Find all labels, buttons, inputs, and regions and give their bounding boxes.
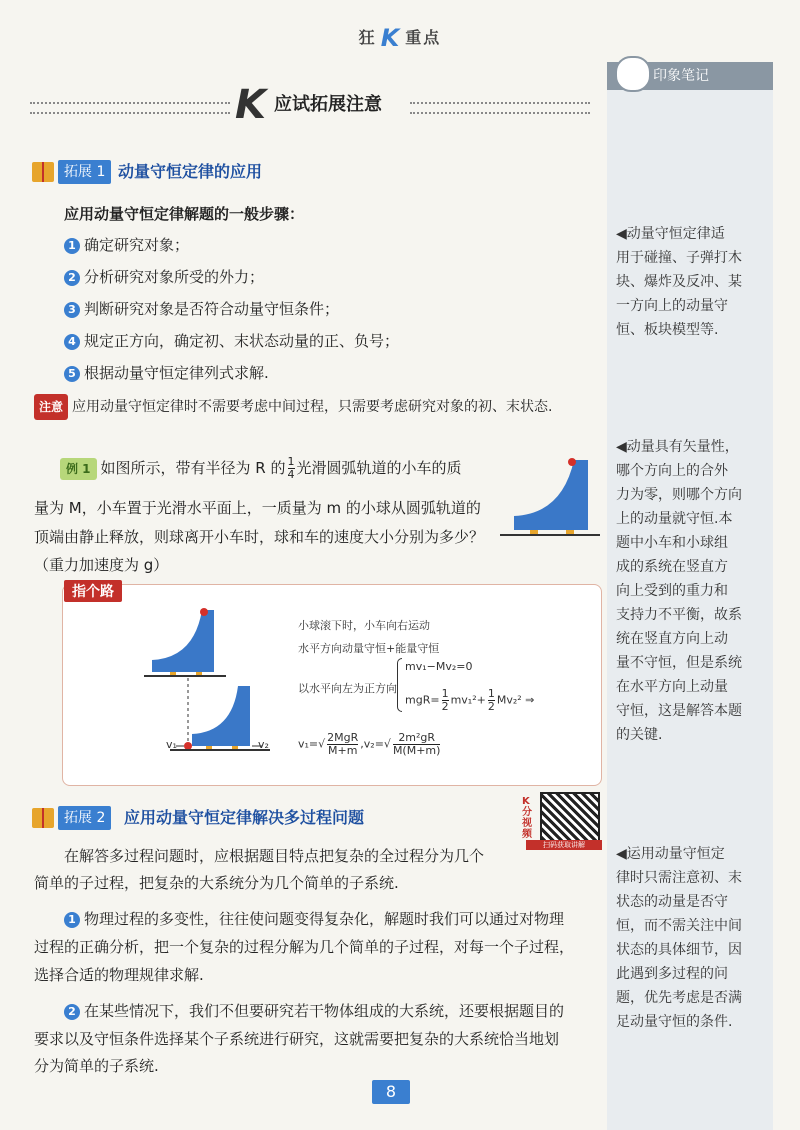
cart-body <box>192 686 250 746</box>
paragraph-line: 1 物理过程的多变性，往往使问题变得复杂化，解题时我们可以通过对物理 <box>64 908 564 930</box>
equation-brace <box>397 658 402 712</box>
page-number: 8 <box>372 1080 410 1104</box>
paragraph-line: 要求以及守恒条件选择某个子系统进行研究，这就需要把复杂的大系统恰当地划 <box>34 1030 560 1048</box>
wheel <box>566 530 574 534</box>
side-note-3: ◀运用动量守恒定 律时只需注意初、末 状态的动量是否守 恒，而不需关注中间 状态的具体细节，因 此遇到多过程的问 题，优先考虑是否满 足动量守恒的条件. <box>616 846 742 1030</box>
book-icon <box>32 808 54 828</box>
cart-body <box>152 610 214 672</box>
title-text: 应试拓展注意 <box>270 90 386 116</box>
step-item: 1 确定研究对象； <box>64 234 189 256</box>
sidebar-header: 印象笔记 <box>607 62 773 90</box>
title-divider-left <box>30 102 230 114</box>
video-qr-block[interactable] <box>522 792 602 850</box>
ball <box>184 742 192 750</box>
wheel <box>170 672 176 675</box>
step-item: 4 规定正方向，确定初、末状态动量的正、负号； <box>64 330 399 352</box>
paragraph-line: 选择合适的物理规律求解. <box>34 966 204 984</box>
book-icon <box>32 162 54 182</box>
wheel <box>196 672 202 675</box>
section-heading-2 <box>32 806 512 832</box>
cart-figure <box>500 452 600 546</box>
cart-body <box>514 460 588 530</box>
video-caption: 扫码获取讲解 <box>526 840 602 850</box>
wheel <box>232 746 238 749</box>
v2-label: v₂ <box>258 738 269 751</box>
step-item: 2 分析研究对象所受的外力； <box>64 266 264 288</box>
equation-1: mv₁−Mv₂=0 <box>405 660 473 673</box>
side-note-2: ◀动量具有矢量性， 哪个方向上的合外 力为零，则哪个方向 上的动量就守恒.本 题中小车和小球组 成的系统在竖直方 向上受到的重力和 支持力不平衡，故系 统在竖直方向上动 量不守恒，但是系统 在水平方向上动量 守恒，这是解答本题 的关键. <box>616 439 742 743</box>
guide-line: 小球滚下时，小车向右运动 <box>298 619 430 632</box>
section-tag: 拓展 1 <box>58 160 111 184</box>
guide-line: 以水平向左为正方向 <box>298 682 397 695</box>
example-line: （重力加速度为 g） <box>34 556 169 574</box>
ball <box>568 458 576 466</box>
paragraph-line: 过程的正确分析，把一个复杂的过程分解为几个简单的子过程，对每一个子过程， <box>34 938 575 956</box>
section-tag: 拓展 2 <box>58 806 111 830</box>
qr-code-icon <box>540 792 600 842</box>
title-k-logo: K <box>235 82 266 128</box>
note-badge: 注意 <box>34 394 68 420</box>
paragraph-line: 在解答多过程问题时，应根据题目特点把复杂的全过程分为几个 <box>64 847 485 865</box>
paragraph-line: 2 在某些情况下，我们不但要研究若干物体组成的大系统，还要根据题目的 <box>64 1000 564 1022</box>
example-line: 顶端由静止释放，则球离开小车时，球和车的速度大小分别为多少？ <box>34 528 485 546</box>
step-item: 5 根据动量守恒定律列式求解. <box>64 362 269 384</box>
title-divider-right <box>410 102 590 114</box>
ball <box>200 608 208 616</box>
video-label: K分视频 <box>522 796 532 840</box>
side-note-1: ◀动量守恒定律适 用于碰撞、子弹打木 块、爆炸及反冲、某 一方向上的动量守 恒、板块模型等. <box>616 226 742 338</box>
wheel <box>206 746 212 749</box>
step-item: 3 判断研究对象是否符合动量守恒条件； <box>64 298 339 320</box>
wheel <box>530 530 538 534</box>
example-line: 量为 M，小车置于光滑水平面上，一质量为 m 的小球从圆弧轨道的 <box>34 499 481 517</box>
section-heading-1 <box>32 160 592 186</box>
v1-label: v₁ <box>166 738 177 751</box>
example-line: 例 1 如图所示，带有半径为 R 的 $\frac{1}{4}$ 光滑圆弧轨道的小车的质 <box>60 456 500 481</box>
equation-2: mgR= $\frac{1}{2} mv_1^2+$ $\frac{1}{2} Mv_2^2$ ⇒ <box>405 687 535 713</box>
page-title <box>30 82 590 128</box>
note-paragraph: 注意 应用动量守恒定律时不需要考虑中间过程，只需要考虑研究对象的初、末状态. <box>34 394 604 420</box>
result-equation: v₁=√ $\frac{\text{2MgR}}{M+m} ,v_2=√$ $\frac{\text{2m²gR}}{M(M+m)}$ <box>298 731 441 757</box>
paragraph-line: 分为简单的子系统. <box>34 1057 159 1075</box>
header-brand: 狂 K 重点 <box>358 24 442 52</box>
section-title: 应用动量守恒定律解决多过程问题 <box>124 808 365 827</box>
guide-badge: 指个路 <box>64 580 122 602</box>
example-badge: 例 1 <box>60 458 97 480</box>
section-title: 动量守恒定律的应用 <box>118 162 263 181</box>
guide-line: 水平方向动量守恒+能量守恒 <box>298 642 440 655</box>
paragraph-line: 简单的子过程，把复杂的大系统分为几个简单的子系统. <box>34 874 399 892</box>
intro-text: 应用动量守恒定律解题的一般步骤： <box>64 205 305 223</box>
elephant-icon <box>615 56 651 92</box>
